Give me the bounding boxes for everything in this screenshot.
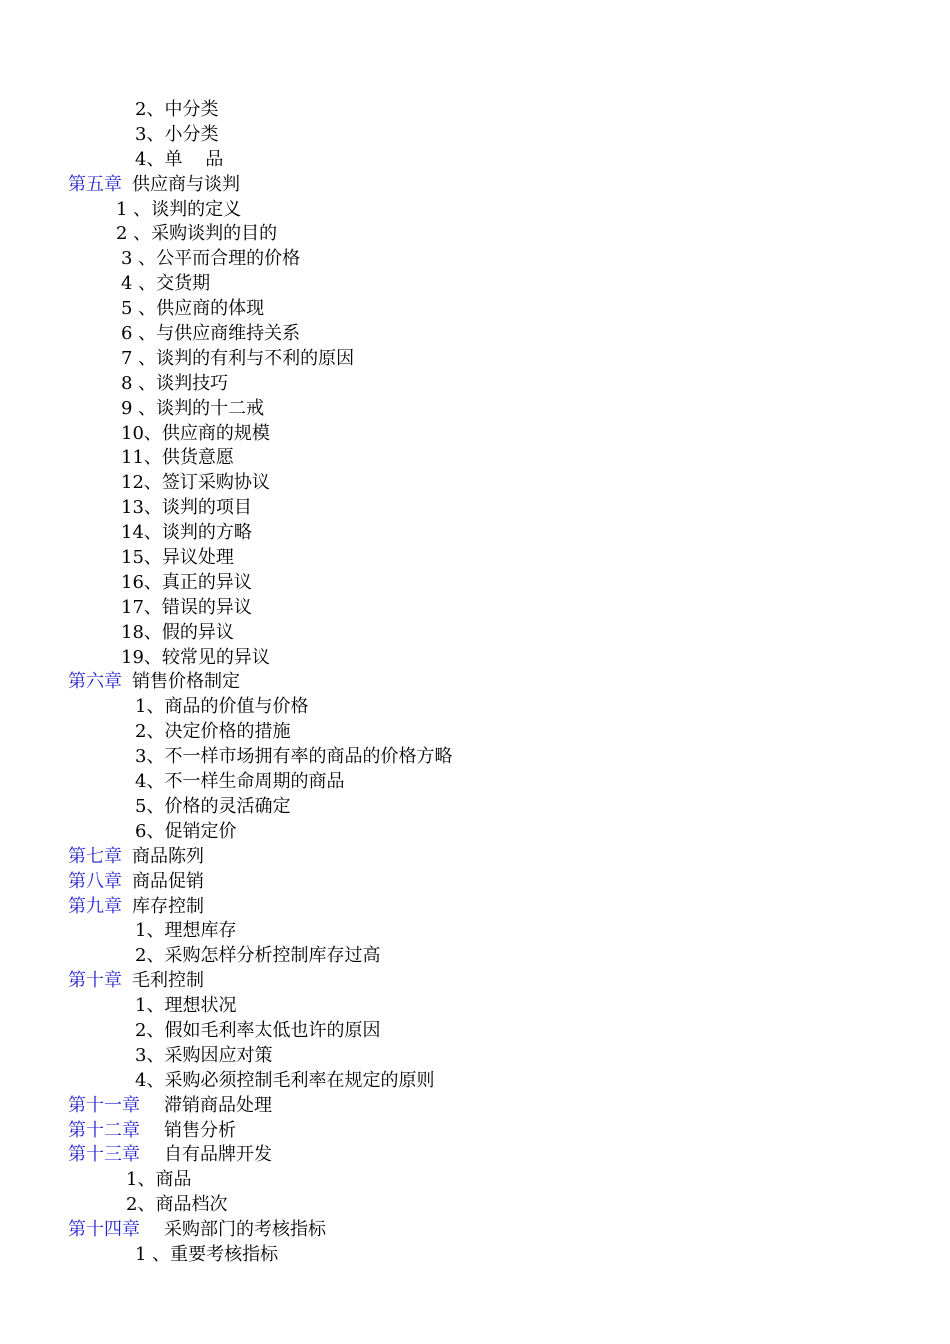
- section-item: [135, 98, 950, 123]
- chapter-title: 库存控制: [132, 895, 204, 917]
- section-title: 1、商品: [126, 1169, 192, 1191]
- section-item: [121, 646, 950, 671]
- section-item: [116, 222, 950, 247]
- section-item: [121, 471, 950, 496]
- section-item: [121, 621, 950, 646]
- section-title: 7 、谈判的有利与不利的原因: [121, 347, 355, 369]
- section-item: [121, 247, 950, 272]
- section-item: [135, 820, 950, 845]
- chapter-heading: [68, 1218, 950, 1243]
- chapter-heading: [68, 1119, 950, 1144]
- chapter-number: 第九章: [68, 895, 122, 917]
- section-item: [116, 198, 950, 223]
- section-item: [121, 397, 950, 422]
- section-title: 17、错误的异议: [121, 596, 252, 618]
- section-title: 3、小分类: [135, 123, 219, 145]
- chapter-title: 销售分析: [164, 1119, 236, 1141]
- section-item: [135, 720, 950, 745]
- section-title: 15、异议处理: [121, 547, 234, 569]
- section-item: [135, 770, 950, 795]
- chapter-number: 第八章: [68, 870, 122, 892]
- chapter-heading: [68, 1143, 950, 1168]
- section-title: 4、单 品: [135, 148, 224, 170]
- section-title: 4、采购必须控制毛利率在规定的原则: [135, 1069, 435, 1091]
- section-title: 6 、与供应商维持关系: [121, 323, 301, 345]
- section-title: 19、较常见的异议: [121, 646, 270, 668]
- section-title: 14、谈判的方略: [121, 522, 252, 544]
- chapter-title: 商品陈列: [132, 845, 204, 867]
- section-item: [121, 546, 950, 571]
- section-title: 1 、谈判的定义: [116, 198, 242, 220]
- chapter-number: 第十一章: [68, 1094, 140, 1116]
- section-title: 18、假的异议: [121, 621, 234, 643]
- section-title: 2、商品档次: [126, 1194, 228, 1216]
- chapter-heading: [68, 969, 950, 994]
- section-title: 3 、公平而合理的价格: [121, 248, 301, 270]
- chapter-heading: [68, 895, 950, 920]
- chapter-number: 第十二章: [68, 1119, 140, 1141]
- section-item: [135, 148, 950, 173]
- section-item: [121, 496, 950, 521]
- section-title: 6、促销定价: [135, 820, 237, 842]
- section-item: [121, 322, 950, 347]
- chapter-heading: [68, 1094, 950, 1119]
- section-title: 2、假如毛利率太低也许的原因: [135, 1019, 381, 1041]
- section-title: 1、理想状况: [135, 995, 237, 1017]
- section-item: [121, 297, 950, 322]
- section-title: 2、中分类: [135, 99, 219, 120]
- section-item: [135, 695, 950, 720]
- chapter-heading: [68, 845, 950, 870]
- chapter-title: 毛利控制: [132, 970, 204, 992]
- chapter-title: 采购部门的考核指标: [164, 1219, 326, 1241]
- section-item: [121, 446, 950, 471]
- table-of-contents: [0, 98, 950, 1268]
- section-title: 12、签订采购协议: [121, 472, 270, 494]
- section-item: [135, 1069, 950, 1094]
- section-title: 2、决定价格的措施: [135, 721, 291, 743]
- chapter-number: 第七章: [68, 845, 122, 867]
- section-title: 13、谈判的项目: [121, 497, 252, 519]
- chapter-title: 自有品牌开发: [164, 1144, 272, 1166]
- section-title: 5、价格的灵活确定: [135, 795, 291, 817]
- section-title: 4、不一样生命周期的商品: [135, 771, 345, 793]
- chapter-title: 销售价格制定: [132, 671, 240, 693]
- section-title: 5 、供应商的体现: [121, 298, 265, 320]
- chapter-title: 供应商与谈判: [132, 173, 240, 195]
- section-item: [126, 1168, 950, 1193]
- section-item: [135, 919, 950, 944]
- section-title: 9 、谈判的十二戒: [121, 397, 265, 419]
- section-title: 1 、重要考核指标: [135, 1243, 279, 1265]
- chapter-heading: [68, 173, 950, 198]
- section-title: 3、采购因应对策: [135, 1044, 273, 1066]
- section-item: [121, 521, 950, 546]
- section-title: 16、真正的异议: [121, 571, 252, 593]
- section-title: 1、商品的价值与价格: [135, 696, 309, 718]
- section-item: [135, 944, 950, 969]
- section-item: [121, 571, 950, 596]
- section-item: [121, 272, 950, 297]
- section-item: [126, 1193, 950, 1218]
- chapter-title: 滞销商品处理: [164, 1094, 272, 1116]
- section-title: 4 、交货期: [121, 273, 211, 295]
- chapter-heading: [68, 670, 950, 695]
- section-item: [135, 994, 950, 1019]
- section-title: 11、供货意愿: [121, 447, 234, 469]
- section-item: [135, 745, 950, 770]
- section-title: 2 、采购谈判的目的: [116, 223, 278, 245]
- section-title: 1、理想库存: [135, 920, 237, 942]
- section-title: 3、不一样市场拥有率的商品的价格方略: [135, 746, 453, 768]
- section-item: [121, 596, 950, 621]
- section-title: 10、供应商的规模: [121, 422, 270, 444]
- chapter-heading: [68, 870, 950, 895]
- chapter-number: 第十四章: [68, 1219, 140, 1241]
- chapter-number: 第十章: [68, 970, 122, 992]
- chapter-number: 第十三章: [68, 1144, 140, 1166]
- chapter-number: 第五章: [68, 173, 122, 195]
- section-item: [135, 795, 950, 820]
- section-item: [121, 347, 950, 372]
- section-item: [135, 1019, 950, 1044]
- section-item: [121, 372, 950, 397]
- chapter-number: 第六章: [68, 671, 122, 693]
- section-title: 8 、谈判技巧: [121, 372, 229, 394]
- section-item: [135, 1044, 950, 1069]
- section-title: 2、采购怎样分析控制库存过高: [135, 945, 381, 967]
- section-item: [135, 123, 950, 148]
- section-item: [121, 422, 950, 447]
- chapter-title: 商品促销: [132, 870, 204, 892]
- section-item: [135, 1243, 950, 1268]
